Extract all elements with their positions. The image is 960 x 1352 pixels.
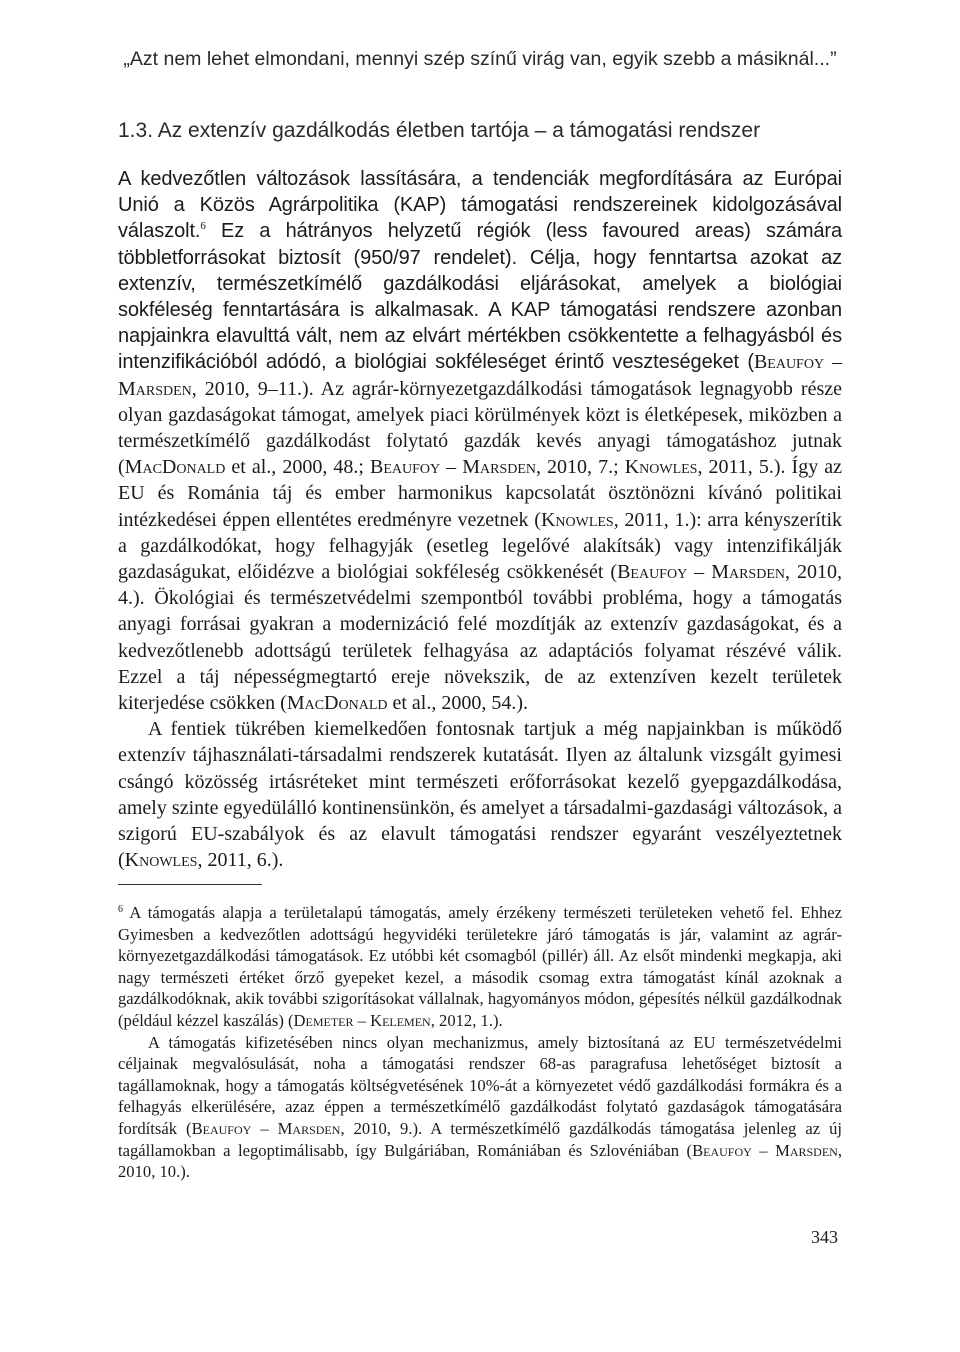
paragraph-1-sans-part-b: Ez a hátrányos helyzetű régiók (less favoured areas) számára többletforrásokat biztosít (950/97 rendelet). Célja, hogy fenntartsa azokat az extenzív, természetkímélő gazdálkodási eljárásokat, amelyek a biológiai sokféleség fenntartására is alkalmasak. A KAP támogatási rendszere azonban napjainkra elavulttá vált, nem az elvárt mértékben csökkentette a felhagyásból és intenzifikációból adódó, a biológiai sokféleséget érintő veszteségeket ( — [118, 220, 842, 374]
citation-author: Knowles — [540, 508, 614, 531]
citation-author: Knowles — [624, 456, 698, 479]
footnote-separator — [118, 884, 262, 885]
citation-author: Demeter – Kelemen — [293, 1010, 431, 1030]
citation-detail: , 2010, 7.; — [536, 456, 625, 479]
footnote-number: 6 — [118, 904, 123, 915]
running-header: „Azt nem lehet elmondani, mennyi szép színű virág van, egyik szebb a másiknál...” — [123, 48, 837, 70]
citation-author: Beaufoy – Marsden — [692, 1140, 838, 1160]
footnote-6-text: A támogatás alapja a területalapú támogatás, amely érzékeny természeti területeken vehető fel. Ehhez Gyimesben a kedvezőtlen adottságú hegyvidéki területekre járó támogatás is jár, valamint az agrár-környezetgazdálkodási támogatások. Ez utóbbi két csomagból (pillér) áll. Az elsőt mindenki megkapja, aki nagy természeti értéket őrző gyepeket kezel, a második csomag extra támogatást kínál azoknak a gazdálkodóknak, akik további szigorításokat vállalnak, hagyományos módon, gépesítés nélkül gazdálkodnak (például kézzel kaszálás) ( — [118, 903, 842, 1030]
citation-detail: , 2010, 9–11.). — [191, 377, 321, 400]
paragraph-2-text: A fentiek tükrében kiemelkedően fontosnak tartjuk a még napjainkban is működő extenzív tájhasználati-társadalmi rendszerek kutatását. Ilyen az általunk vizsgált gyimesi csángó közösség irtásréteket mint természeti erőforrásokat kezelő gyepgazdálkodása, amely szinte egyedülálló kontinensünkön, és amelyet a társadalmi-gazdasági változások, a szigorú EU-szabályok és az elavult támogatási rendszer egyaránt veszélyeztetnek ( — [118, 718, 842, 872]
citation-detail: , 2011, 1.): arra kényszerítik a gazdálkodókat, hogy felhagyják (esetleg legelővé alakítsák) vagy intenzifikálják gazdaságukat, előidézve a biológiai sokféleség csökkenését ( — [118, 508, 843, 584]
main-body-text — [118, 166, 842, 873]
section-title: 1.3. Az extenzív gazdálkodás életben tartója – a támogatási rendszer — [118, 119, 761, 142]
footnote-6 — [118, 902, 842, 1032]
citation-author: Knowles — [124, 849, 198, 872]
page-number: 343 — [811, 1227, 838, 1247]
citation-detail: , 2010, 10.). — [118, 1140, 842, 1182]
footnotes — [118, 902, 842, 1183]
citation-author: Beaufoy – Marsden — [118, 351, 842, 400]
paragraph-1-serif-part-b: Így az EU és Románia táj és ember harmonikus kapcsolatát ösztönözni kívánó politikai intézkedései éppen ellentétes eredményre vezetnek ( — [118, 456, 842, 531]
citation-author: Beaufoy – Marsden — [617, 561, 785, 584]
footnote-continuation-text: A támogatás kifizetésében nincs olyan mechanizmus, amely biztosítaná az EU természetvédelmi céljainak megvalósulását, noha a támogatási rendszer 68-as paragrafusa lehetőséget biztosít a tagállamoknak, hogy a támogatás költségvetésének 10%-át a környezetet védő gazdálkodási formákra és a felhagyás elkerülésére, azaz éppen a természetkímélő gazdálkodást folytató gazdaságok támogatására fordítsák ( — [118, 1032, 842, 1138]
citation-detail: , 2010, 9.). A természetkímélő gazdálkodás támogatása jelenleg az új tagállamokban a legoptimálisabb, így Bulgáriában, Romániában és Szlovéniában ( — [118, 1118, 843, 1160]
paragraph-1-serif-part-c: Ökológiai és természetvédelmi szempontból további probléma, hogy a támogatás anyagi forrásai gyakran a modernizáció felé mozdítják az extenzív gazdaságokat, és a kedvezőtlenebb adottságú területek felhagyása az adaptációs folyamat részévé válik. Ezzel a táj népességmegtartó ereje növekszik, de az extenzíven kezelt területek kiterjedése csökken ( — [118, 587, 842, 715]
citation-detail: et al., 2000, 54.). — [387, 692, 529, 715]
footnote-reference-6: 6 — [200, 220, 206, 233]
citation-detail: , 2012, 1.). — [430, 1010, 503, 1030]
citation-author: Beaufoy – Marsden — [370, 456, 536, 479]
citation-detail: , 2011, 6.). — [197, 849, 284, 872]
paragraph-1-sans-part-a: A kedvezőtlen változások lassítására, a tendenciák megfordítására az Európai Unió a Közös Agrárpolitika (KAP) támogatási rendszereinek kidolgozásával válaszolt. — [118, 168, 842, 243]
citation-author: MacDonald — [124, 456, 226, 479]
book-page — [118, 0, 842, 1352]
citation-detail: , 2011, 5.). — [697, 456, 792, 479]
citation-author: MacDonald — [286, 692, 388, 715]
paragraph-1-serif-part-a: Az agrár-környezetgazdálkodási támogatások legnagyobb része olyan gazdaságokat támogat, amelyek piaci körülmények közt is életképesek, miközben a természetkímélő gazdálkodást folytató gazdák kevés anyagi támogatáshoz jutnak ( — [118, 377, 842, 479]
citation-detail: et al., 2000, 48.; — [225, 456, 370, 479]
paragraph-1 — [118, 166, 842, 716]
paragraph-2 — [118, 716, 842, 873]
citation-author: Beaufoy – Marsden — [191, 1118, 341, 1138]
footnote-6-continuation — [118, 1032, 842, 1183]
citation-detail: , 2010, 4.). — [118, 561, 842, 610]
